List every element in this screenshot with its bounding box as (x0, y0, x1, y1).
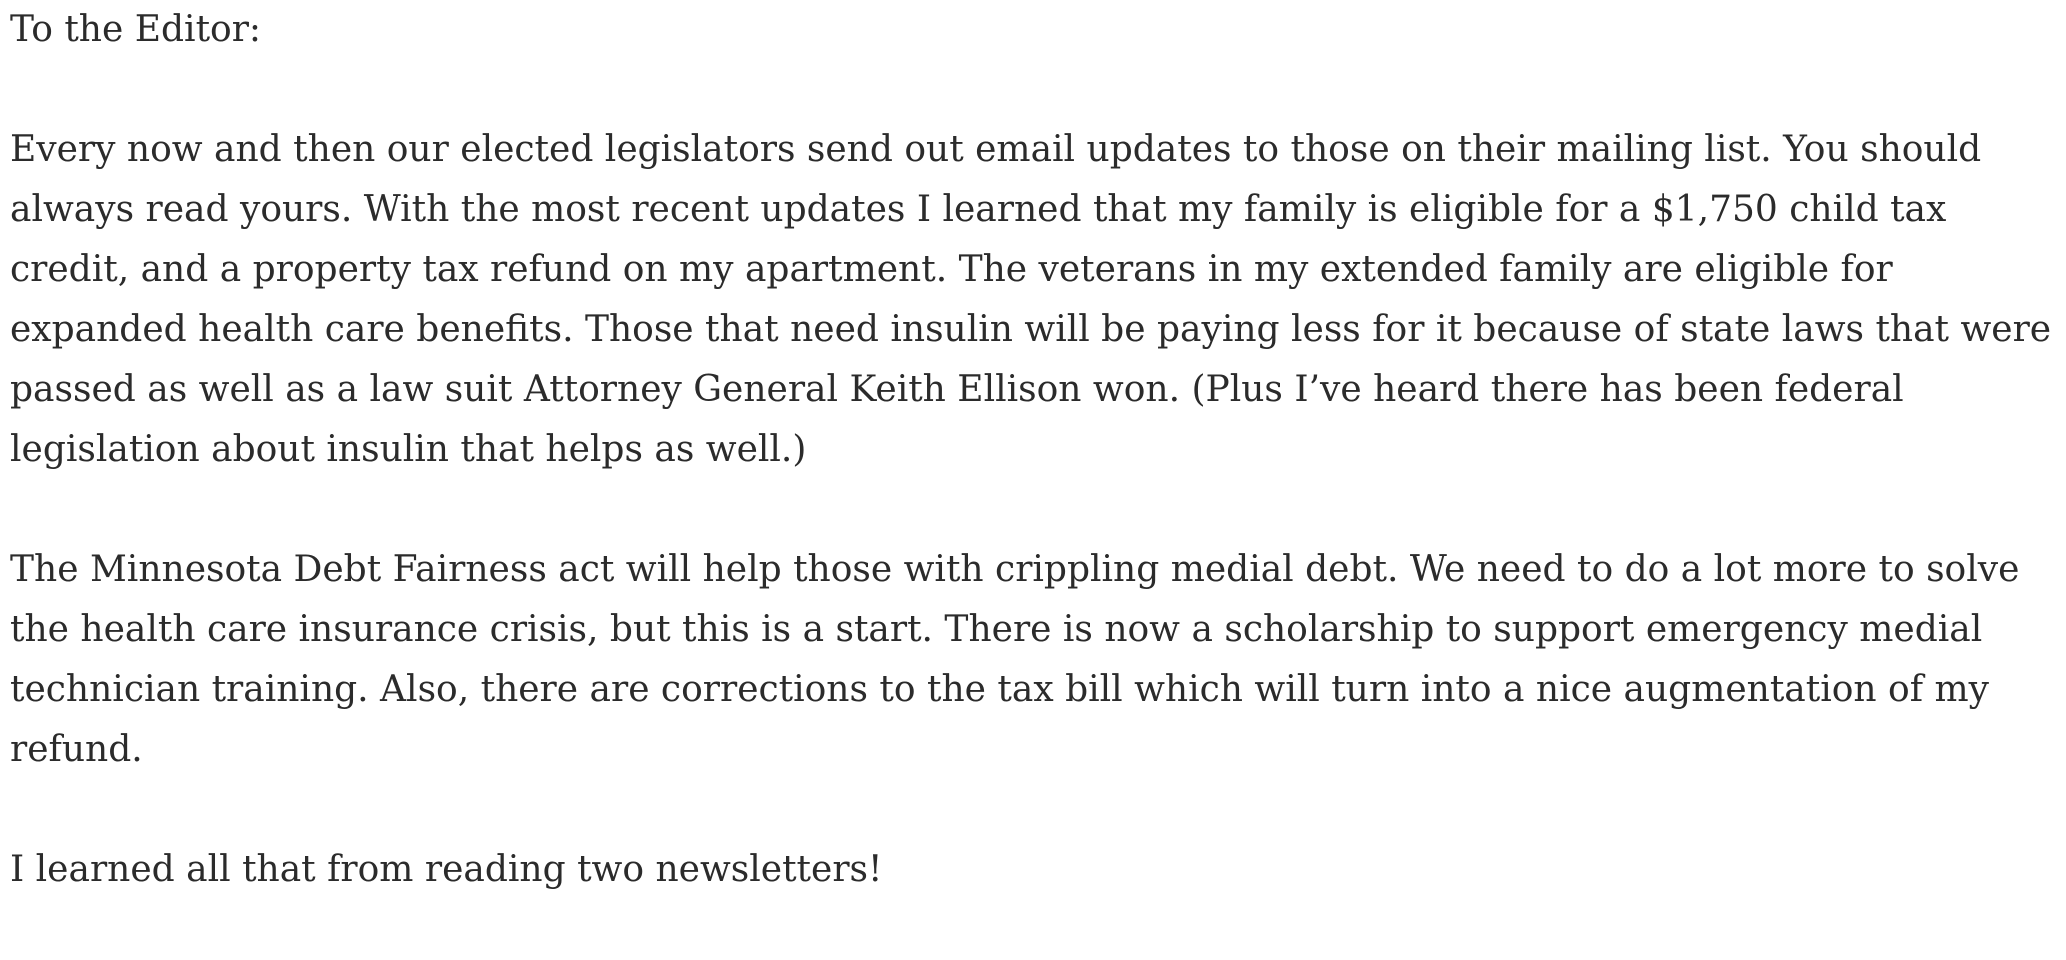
letter-body (10, 0, 2060, 960)
paragraph-debt-fairness: The Minnesota Debt Fairness act will help those with crippling medial debt. We need to do a lot more to solve the health care insurance crisis, but this is a start. There is now a scholarship to support emergency medial technician training. Also, there are corrections to the tax bill which will turn into a nice augmentation of my refund. (10, 549, 2020, 770)
salutation: To the Editor: (10, 9, 262, 50)
paragraph-closing: I learned all that from reading two newsletters! (10, 849, 883, 890)
paragraph-legislator-updates: Every now and then our elected legislators send out email updates to those on their mailing list. You should always read yours. With the most recent updates I learned that my family is eligible for a $1,750 child tax credit, and a property tax refund on my apartment. The veterans in my extended family are eligible for expanded health care benefits. Those that need insulin will be paying less for it because of state laws that were passed as well as a law suit Attorney General Keith Ellison won. (Plus I’ve heard there has been federal legislation about insulin that helps as well.) (10, 129, 2052, 470)
